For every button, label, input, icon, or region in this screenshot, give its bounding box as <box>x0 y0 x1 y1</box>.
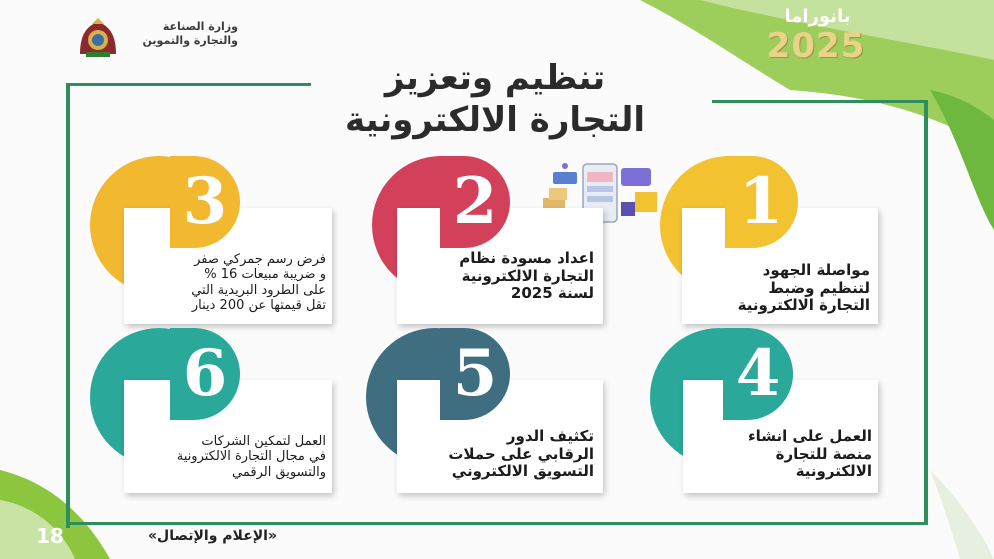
card-6-line: في مجال التجارة الالكترونية <box>176 449 326 465</box>
card-5-text <box>400 428 594 481</box>
page-title-line2: التجارة الالكترونية <box>345 100 645 140</box>
number-2: 2 <box>452 164 498 239</box>
card-6-line: العمل لتمكين الشركات <box>201 434 326 449</box>
number-3: 3 <box>182 164 228 239</box>
card-2-line: اعداد مسودة نظام <box>459 249 594 267</box>
card-4-text <box>686 428 872 481</box>
card-4-line: الالكترونية <box>795 462 872 481</box>
card-5-line: التسويق الالكتروني <box>451 462 594 481</box>
ministry-line1: وزارة الصناعة <box>162 20 238 33</box>
card-5-line: الرقابي على حملات <box>448 444 594 463</box>
number-6: 6 <box>182 336 228 411</box>
card-6-line: والتسويق الرقمي <box>232 464 326 480</box>
card-5-line: تكثيف الدور <box>506 427 594 445</box>
card-2-text <box>400 250 594 303</box>
frame-top-right <box>712 100 927 103</box>
number-5: 5 <box>452 336 498 411</box>
panorama-label: بانوراما <box>784 6 851 27</box>
number-4: 4 <box>735 336 781 411</box>
jordan-emblem-icon <box>76 16 120 60</box>
bottom-right-curve <box>930 470 994 559</box>
page-title-line1: تنظيم وتعزيز <box>384 58 606 98</box>
card-3-line: تقل قيمتها عن 200 دينار <box>191 297 326 313</box>
card-4-line: منصة للتجارة <box>775 444 872 463</box>
card-1-text <box>684 262 870 315</box>
card-1-line: لتنظيم وضبط <box>768 278 870 297</box>
ministry-line2: والتجارة والتموين <box>142 33 238 47</box>
card-6-text <box>128 434 326 480</box>
footer-department: «الإعلام والإتصال» <box>148 528 278 544</box>
page-number: 18 <box>36 524 64 548</box>
number-1: 1 <box>738 164 784 239</box>
panorama-year: 2025 <box>766 26 866 66</box>
frame-right <box>924 100 928 525</box>
card-1-line: التجارة الالكترونية <box>737 296 870 315</box>
card-3-line: و ضريبة مبيعات 16 % <box>204 267 326 283</box>
card-4-line: العمل على انشاء <box>747 427 872 445</box>
card-3-line: على الطرود البريدية التي <box>191 282 326 298</box>
card-2-line: لسنة 2025 <box>510 284 594 303</box>
card-3-text <box>128 252 326 313</box>
card-1-line: مواصلة الجهود <box>762 261 870 279</box>
card-2-line: التجارة الالكترونية <box>461 266 594 285</box>
ministry-name <box>128 20 238 48</box>
frame-top-left <box>66 83 311 86</box>
card-3-line: فرض رسم جمركي صفر <box>194 252 326 267</box>
frame-left <box>66 83 70 528</box>
frame-bottom <box>66 522 928 525</box>
